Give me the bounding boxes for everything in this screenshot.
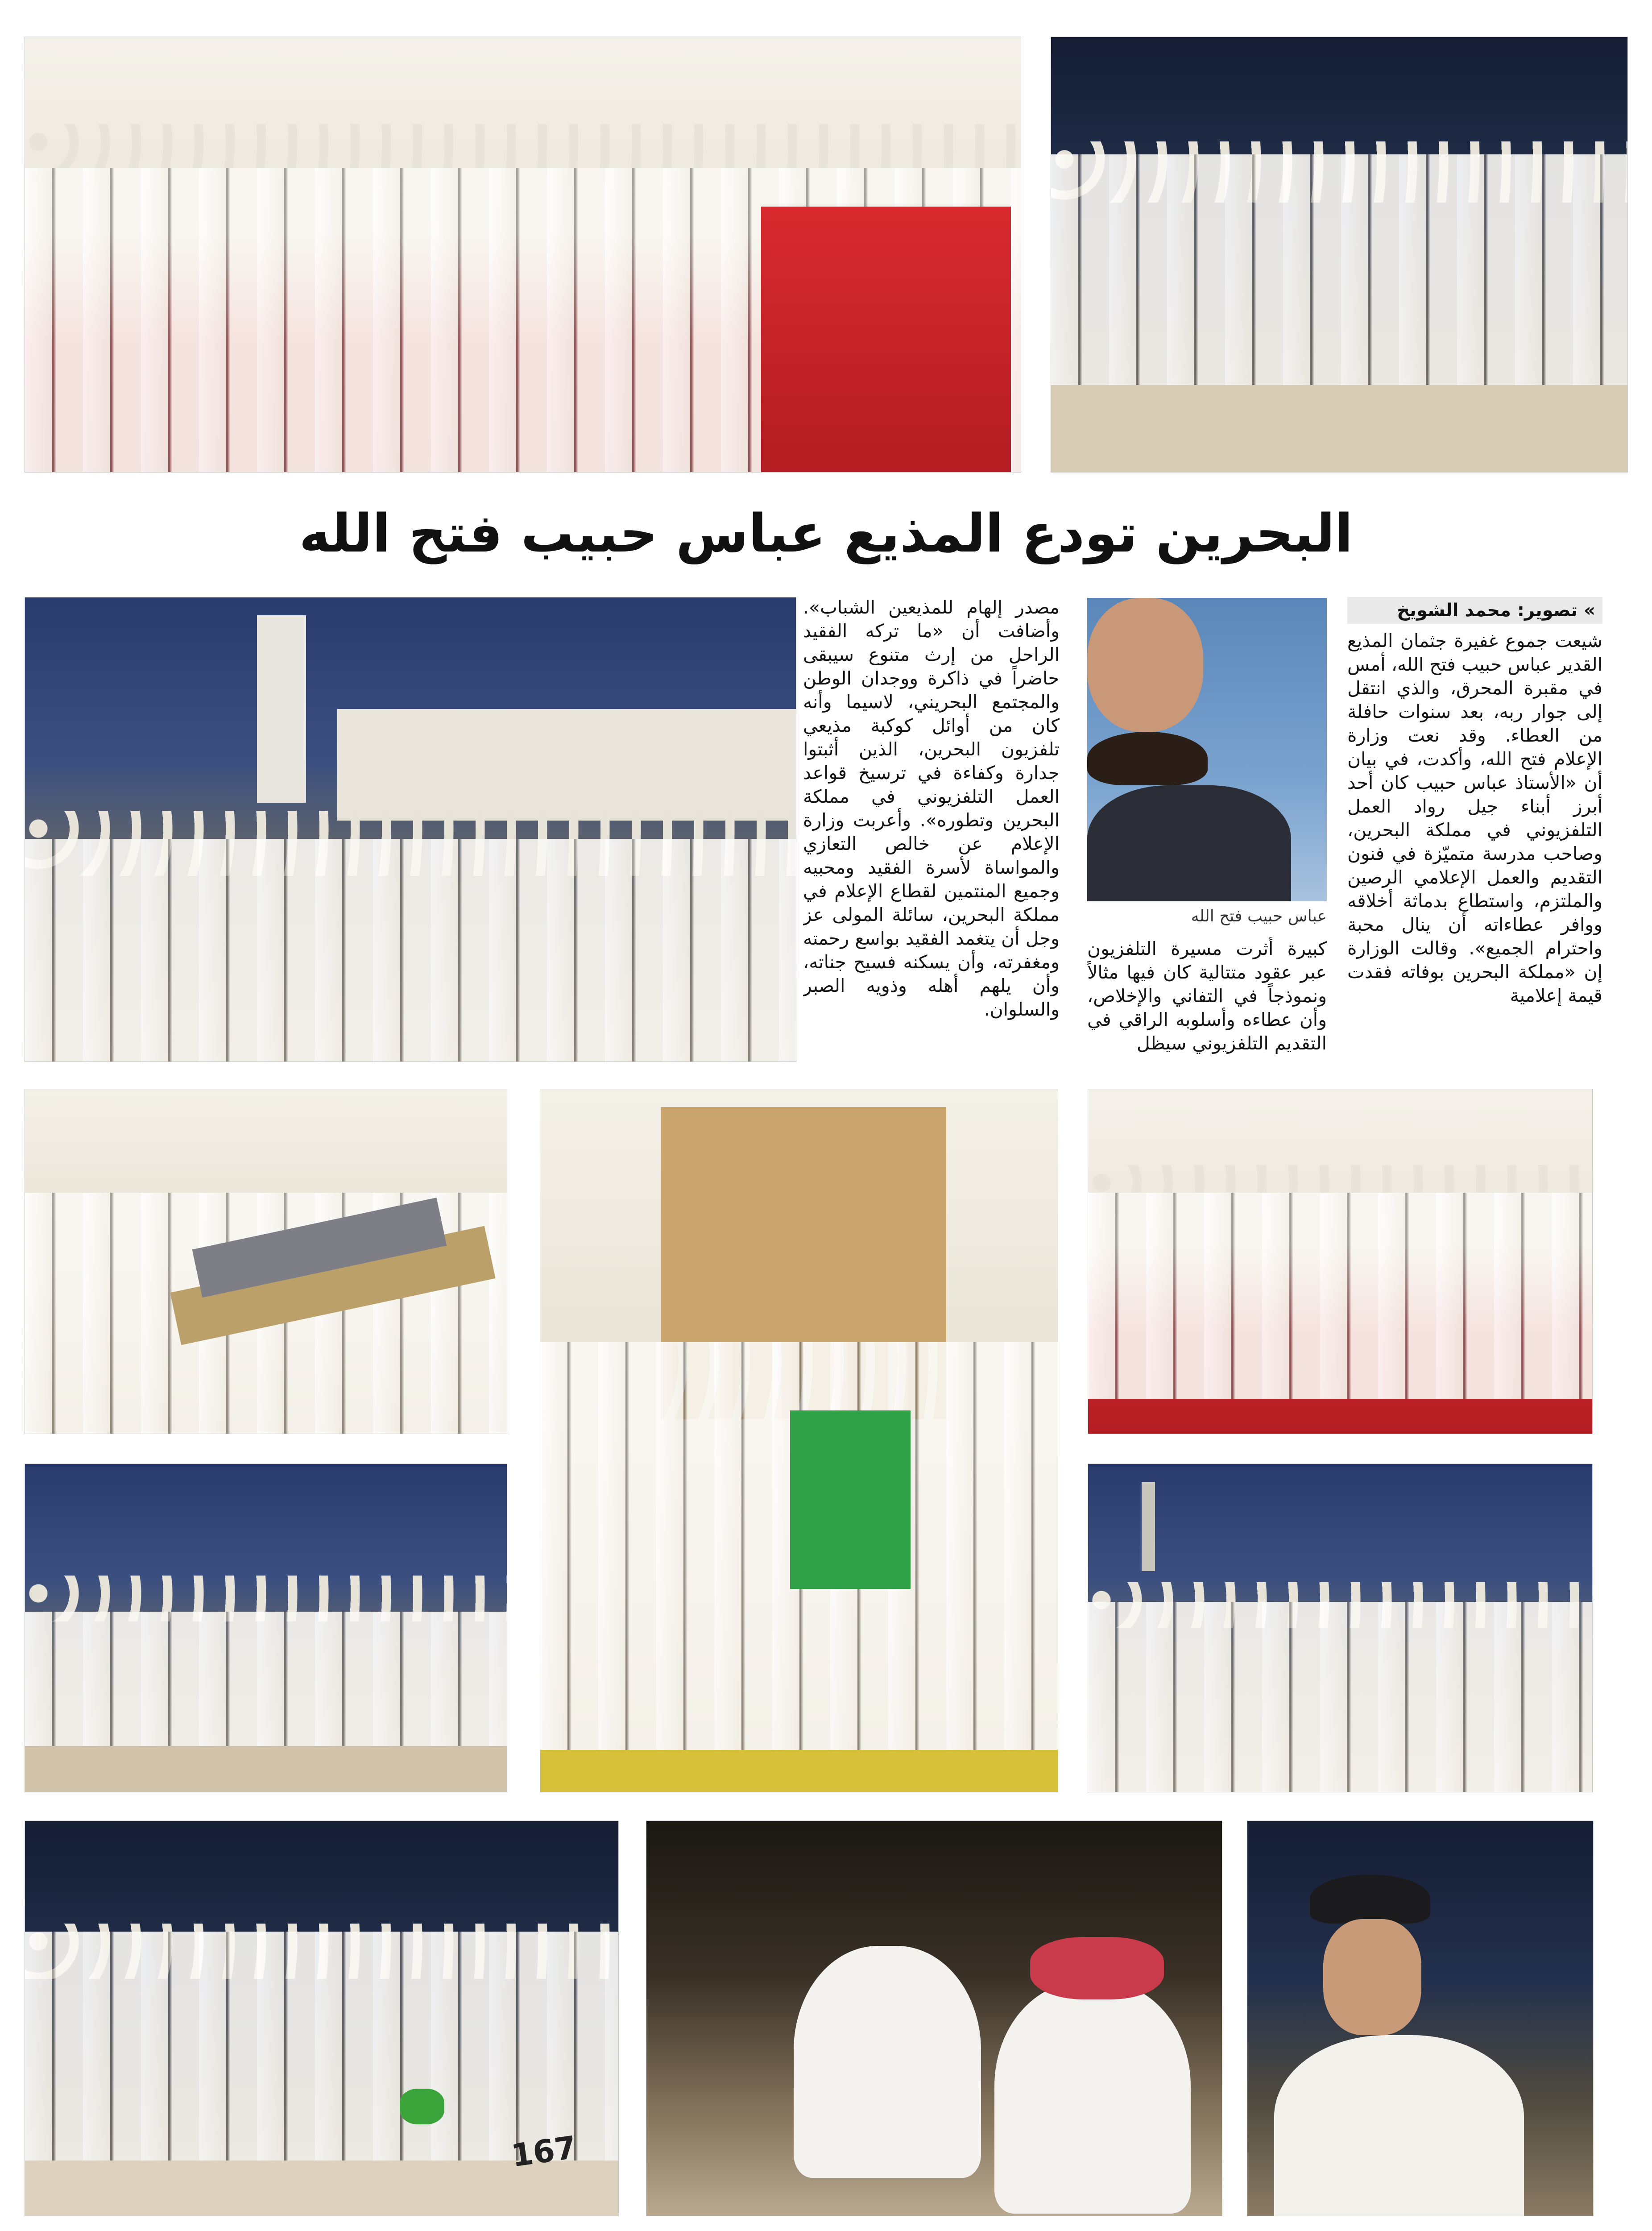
portrait-photo: [1087, 598, 1327, 901]
photo-graveside-night-top: [1051, 37, 1628, 473]
photo-kneeling-at-grave: [646, 1820, 1222, 2216]
headline: البحرين تودع المذيع عباس حبيب فتح الله: [299, 502, 1353, 564]
photo-procession-mosque-exterior: [25, 597, 796, 1062]
photo-carrying-coffin-doorway: [540, 1089, 1058, 1792]
photo-watering-grave: [25, 1820, 619, 2216]
photo-prayer-hall-top: [25, 37, 1021, 473]
article-column-left: مصدر إلهام للمذيعين الشباب». وأضافت أن «ما تركه الفقيد الراحل من إرث متنوع سيبقى حاضراً في ذاكرة ووجدان الوطن والمجتمع البحريني، لاسيما وأنه كان من أوائل كوكبة مذيعي تلفزيون البحرين، الذين أثبتوا جدارة وكفاءة في ترسيخ قواعد العمل التلفزيوني في مملكة البحرين وتطوره». وأعربت وزارة الإعلام عن خالص التعازي والمواساة لأسرة الفقيد ومحبيه وجميع المنتمين لقطاع الإعلام في مملكة البحرين، سائلة المولى عز وجل أن يتغمد الفقيد بواسع رحمته ومغفرته، وأن يسكنه فسيح جناته، وأن يلهم أهله وذويه الصبر والسلوان.: [803, 597, 1060, 1020]
photo-stretcher-at-grave: [25, 1464, 507, 1792]
photo-body-on-stretcher: [25, 1089, 507, 1434]
article-column-middle: كبيرة أثرت مسيرة التلفزيون عبر عقود متتالية كان فيها مثالاً ونموذجاً في التفاني والإخلاص، وأن عطاءه وأسلوبه الراقي في التقديم التلفزيوني سيظل: [1087, 938, 1327, 1054]
portrait-caption: عباس حبيب فتح الله: [1191, 907, 1327, 925]
photo-credit: » تصوير: محمد الشويخ: [1347, 597, 1602, 624]
grave-marker-label: 167: [509, 2129, 579, 2174]
photo-crowd-cemetery-night: [1088, 1464, 1593, 1792]
photo-walking-mosque-carpet: [1088, 1089, 1593, 1434]
article-column-right: شيعت جموع غفيرة جثمان المذيع القدير عباس حبيب فتح الله، أمس في مقبرة المحرق، والذي انتقل إلى جوار ربه، بعد سنوات حافلة من العطاء. وقد نعت وزارة الإعلام فتح الله، وأكدت، في بيان أن «الأستاذ عباس حبيب كان أحد أبرز أبناء جيل رواد العمل التلفزيوني في مملكة البحرين، وصاحب مدرسة متميّزة في فنون التقديم والعمل الإعلامي الرصين والملتزم، واستطاع بدماثة أخلاقه ووافر عطاءاته أن ينال محبة واحترام الجميع». وقالت الوزارة إن «مملكة البحرين بوفاته فقدت قيمة إعلامية: [1347, 630, 1602, 1006]
photo-man-praying-cap: [1247, 1820, 1594, 2216]
